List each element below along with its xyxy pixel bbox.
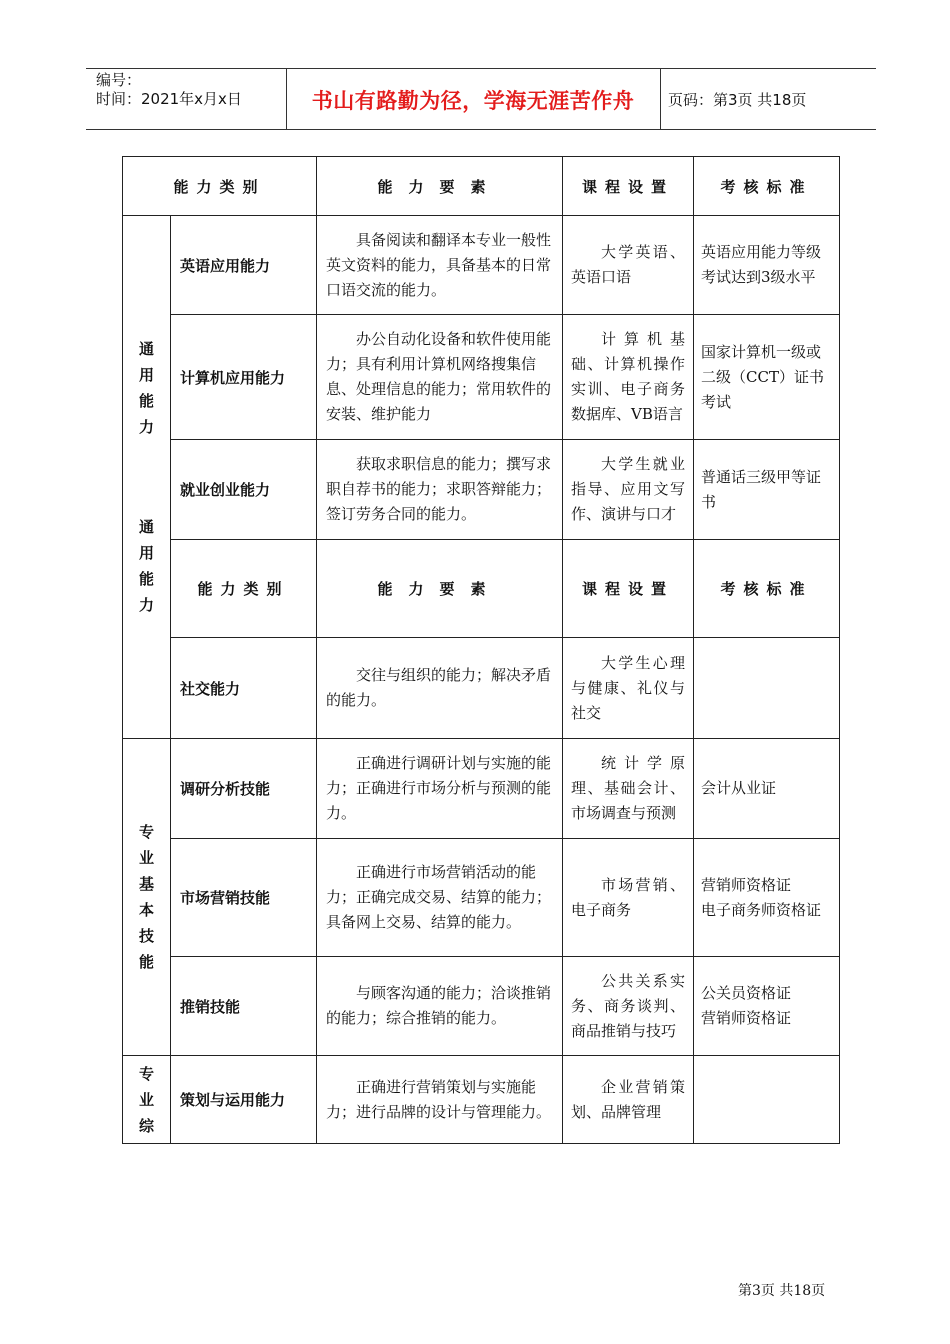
ability-course: 公共关系实务、商务谈判、商品推销与技巧	[563, 957, 694, 1056]
ability-desc: 正确进行营销策划与实施能力；进行品牌的设计与管理能力。	[317, 1056, 563, 1144]
header-motto: 书山有路勤为径，学海无涯苦作舟	[311, 89, 635, 113]
ability-name: 社交能力	[171, 638, 317, 739]
ability-standard: 会计从业证	[694, 739, 840, 839]
ability-course: 大学生就业指导、应用文写作、演讲与口才	[563, 440, 694, 540]
ability-course: 大学生心理与健康、礼仪与社交	[563, 638, 694, 739]
table-row	[123, 839, 840, 957]
ability-desc: 正确进行市场营销活动的能力；正确完成交易、结算的能力； 具备网上交易、结算的能力。	[317, 839, 563, 957]
table-row	[123, 1056, 840, 1144]
header-page-info: 页码：第3页 共18页	[668, 91, 807, 109]
group-label: 专业综	[139, 1064, 155, 1135]
ability-standard: 公关员资格证 营销师资格证	[694, 957, 840, 1056]
table-row	[123, 216, 840, 315]
ability-desc: 交往与组织的能力；解决矛盾的能力。	[317, 638, 563, 739]
header-standard: 考核标准	[694, 157, 840, 216]
ability-standard: 英语应用能力等级考试达到3级水平	[694, 216, 840, 315]
ability-desc: 正确进行调研计划与实施的能力；正确进行市场分析与预测的能力。	[317, 739, 563, 839]
table-row	[123, 638, 840, 739]
ability-standard: 普通话三级甲等证书	[694, 440, 840, 540]
ability-standard	[694, 638, 840, 739]
page-header	[86, 68, 876, 130]
header-meta	[96, 71, 242, 109]
ability-name: 就业创业能力	[171, 440, 317, 540]
header-divider	[660, 69, 661, 129]
ability-course: 统计学原理、基础会计、市场调查与预测	[563, 739, 694, 839]
ability-name: 推销技能	[171, 957, 317, 1056]
group-professional-basic	[123, 739, 171, 1056]
ability-table	[122, 156, 840, 1144]
ability-name: 市场营销技能	[171, 839, 317, 957]
code-label: 编号：	[96, 71, 142, 89]
ability-desc: 获取求职信息的能力；撰写求职自荐书的能力；求职答辩能力；签订劳务合同的能力。	[317, 440, 563, 540]
table-header-row	[123, 157, 840, 216]
header-standard: 考核标准	[694, 540, 840, 638]
time-label: 时间：2021年x月x日	[96, 90, 242, 108]
table-row	[123, 315, 840, 440]
ability-course: 计算机基础、计算机操作实训、电子商务数据库、VB语言	[563, 315, 694, 440]
ability-desc: 与顾客沟通的能力；洽谈推销的能力；综合推销的能力。	[317, 957, 563, 1056]
table-row	[123, 957, 840, 1056]
ability-course: 市场营销、电子商务	[563, 839, 694, 957]
ability-name: 英语应用能力	[171, 216, 317, 315]
group-label: 通用能力	[139, 518, 155, 614]
header-elements: 能力要素	[317, 157, 563, 216]
ability-standard	[694, 1056, 840, 1144]
ability-desc: 办公自动化设备和软件使用能力；具有利用计算机网络搜集信息、处理信息的能力；常用软件的安装、维护能力	[317, 315, 563, 440]
ability-course: 大学英语、英语口语	[563, 216, 694, 315]
ability-desc: 具备阅读和翻译本专业一般性英文资料的能力，具备基本的日常口语交流的能力。	[317, 216, 563, 315]
ability-standard: 营销师资格证 电子商务师资格证	[694, 839, 840, 957]
group-general	[123, 216, 171, 739]
ability-name: 调研分析技能	[171, 739, 317, 839]
group-professional-comp	[123, 1056, 171, 1144]
header-courses: 课程设置	[563, 157, 694, 216]
table-row	[123, 739, 840, 839]
header-elements: 能力要素	[317, 540, 563, 638]
group-label: 专业基本技能	[139, 823, 155, 971]
group-label: 通用能力	[139, 340, 155, 436]
header-category: 能力类别	[123, 157, 317, 216]
table-row	[123, 440, 840, 540]
header-courses: 课程设置	[563, 540, 694, 638]
footer-page-info: 第3页 共18页	[738, 1283, 826, 1299]
ability-standard: 国家计算机一级或二级（CCT）证书考试	[694, 315, 840, 440]
table-subheader-row	[123, 540, 840, 638]
ability-name: 计算机应用能力	[171, 315, 317, 440]
header-category: 能力类别	[171, 540, 317, 638]
ability-name: 策划与运用能力	[171, 1056, 317, 1144]
ability-course: 企业营销策划、品牌管理	[563, 1056, 694, 1144]
